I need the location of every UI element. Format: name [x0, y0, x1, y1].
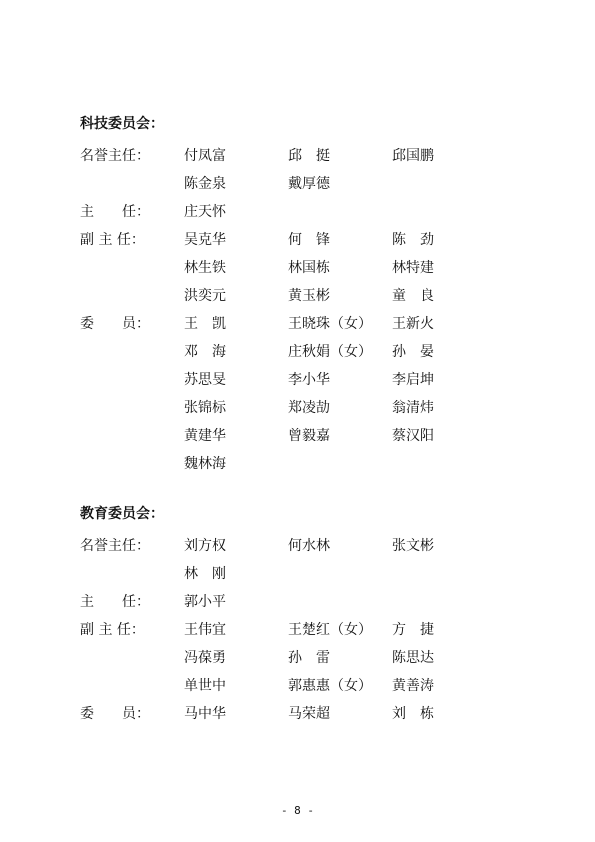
member-row	[80, 450, 540, 478]
member-name: 庄天怀	[184, 204, 226, 220]
role-label: 副 主 任：	[80, 232, 145, 248]
member-row	[80, 282, 540, 310]
role-label: 名誉主任：	[80, 148, 150, 164]
member-name: 郑凌劼	[288, 400, 330, 416]
member-name: 黄建华	[184, 428, 226, 444]
member-row	[80, 672, 540, 700]
member-row	[80, 170, 540, 198]
member-row	[80, 700, 540, 728]
member-row	[80, 422, 540, 450]
member-name: 魏林海	[184, 456, 226, 472]
member-name: 陈思达	[392, 650, 434, 666]
role-label: 委 员：	[80, 706, 150, 722]
role-label: 主 任：	[80, 204, 150, 220]
member-name: 张锦标	[184, 400, 226, 416]
member-name: 刘方权	[184, 538, 226, 554]
member-name: 郭小平	[184, 594, 226, 610]
member-name: 郭惠惠（女）	[288, 678, 372, 694]
member-name: 方 捷	[392, 622, 434, 638]
member-name: 邱 挺	[288, 148, 330, 164]
member-name: 蔡汉阳	[392, 428, 434, 444]
member-row	[80, 532, 540, 560]
member-name: 王伟宜	[184, 622, 226, 638]
member-name: 黄玉彬	[288, 288, 330, 304]
member-name: 童 良	[392, 288, 434, 304]
member-name: 黄善涛	[392, 678, 434, 694]
member-name: 陈 劲	[392, 232, 434, 248]
role-label: 委 员：	[80, 316, 150, 332]
member-row	[80, 366, 540, 394]
role-label: 主 任：	[80, 594, 150, 610]
member-name: 刘 栋	[392, 706, 434, 722]
member-name: 翁清炜	[392, 400, 434, 416]
member-name: 付凤富	[184, 148, 226, 164]
member-name: 何 锋	[288, 232, 330, 248]
member-name: 孙 晏	[392, 344, 434, 360]
member-name: 王新火	[392, 316, 434, 332]
member-name: 邓 海	[184, 344, 226, 360]
member-name: 何水林	[288, 538, 330, 554]
member-row	[80, 254, 540, 282]
member-name: 马荣超	[288, 706, 330, 722]
member-row	[80, 588, 540, 616]
member-name: 林生铁	[184, 260, 226, 276]
member-name: 马中华	[184, 706, 226, 722]
member-row	[80, 616, 540, 644]
member-name: 陈金泉	[184, 176, 226, 192]
member-row	[80, 394, 540, 422]
member-name: 苏思旻	[184, 372, 226, 388]
member-name: 林特建	[392, 260, 434, 276]
member-row	[80, 338, 540, 366]
section-science-committee	[80, 114, 540, 478]
section-education-committee	[80, 504, 540, 728]
member-name: 戴厚德	[288, 176, 330, 192]
member-row	[80, 226, 540, 254]
member-name: 吴克华	[184, 232, 226, 248]
member-row	[80, 560, 540, 588]
member-row	[80, 310, 540, 338]
member-row	[80, 644, 540, 672]
member-name: 李启坤	[392, 372, 434, 388]
member-row	[80, 142, 540, 170]
section-title: 教育委员会：	[80, 506, 164, 522]
page-number: - 8 -	[280, 804, 315, 817]
member-row	[80, 198, 540, 226]
member-name: 洪奕元	[184, 288, 226, 304]
role-label: 名誉主任：	[80, 538, 150, 554]
member-name: 王 凯	[184, 316, 226, 332]
member-name: 庄秋娟（女）	[288, 344, 372, 360]
member-name: 张文彬	[392, 538, 434, 554]
section-title: 科技委员会：	[80, 116, 164, 132]
member-name: 王晓珠（女）	[288, 316, 372, 332]
member-name: 王楚红（女）	[288, 622, 372, 638]
member-name: 李小华	[288, 372, 330, 388]
member-name: 邱国鹏	[392, 148, 434, 164]
member-name: 单世中	[184, 678, 226, 694]
role-label: 副 主 任：	[80, 622, 145, 638]
member-name: 冯葆勇	[184, 650, 226, 666]
member-name: 孙 雷	[288, 650, 330, 666]
member-name: 曾毅嘉	[288, 428, 330, 444]
member-name: 林国栋	[288, 260, 330, 276]
member-name: 林 刚	[184, 566, 226, 582]
